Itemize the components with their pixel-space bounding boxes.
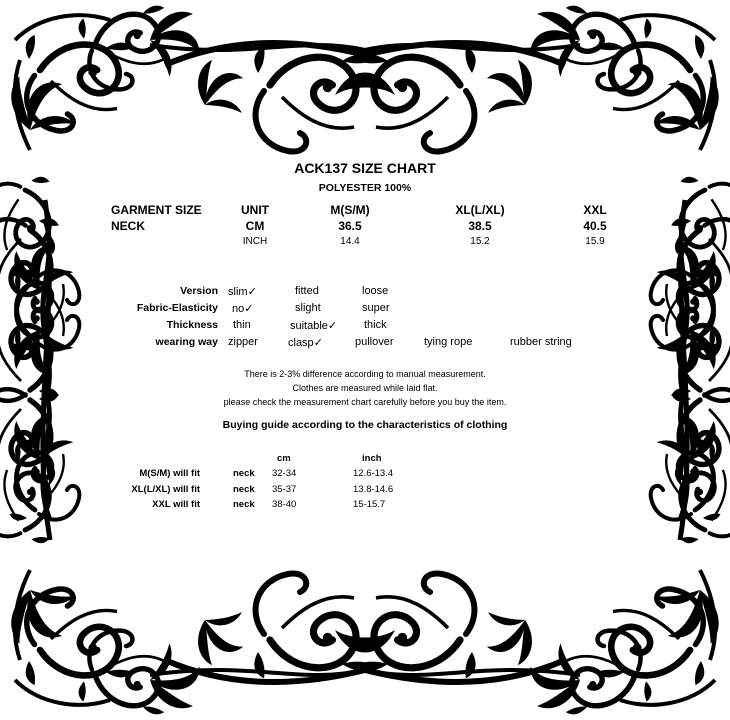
neck-inch-xxl: 15.9: [585, 236, 605, 247]
header-unit: UNIT: [241, 203, 269, 217]
row-neck-unit-inch: INCH: [242, 236, 268, 247]
check-mark-icon: ✓: [327, 320, 338, 332]
header-garment-size: GARMENT SIZE: [111, 203, 202, 217]
check-mark-icon: ✓: [247, 286, 257, 298]
option-fitted: fitted: [295, 285, 319, 297]
option-slight: slight: [295, 302, 321, 314]
neck-inch-m: 14.4: [340, 236, 360, 247]
header-size-m: M(S/M): [330, 203, 370, 217]
buying-guide-title: Buying guide according to the characteristics of clothing: [222, 419, 508, 431]
option-zipper: zipper: [228, 336, 258, 348]
guide-part-xl: neck: [233, 484, 255, 495]
option-tying-rope: tying rope: [424, 336, 473, 348]
option-clasp: clasp✓: [288, 337, 323, 349]
material-label: POLYESTER 100%: [318, 182, 412, 194]
guide-cm-xxl: 38-40: [272, 499, 297, 510]
neck-cm-xl: 38.5: [468, 219, 492, 233]
guide-size-xl: XL(L/XL) will fit: [131, 484, 200, 495]
check-mark-icon: ✓: [313, 337, 323, 349]
guide-size-m: M(S/M) will fit: [139, 468, 200, 479]
option-super: super: [362, 302, 390, 314]
row-neck-unit-cm: CM: [245, 219, 265, 233]
option-thin: thin: [233, 319, 251, 331]
guide-cm-xl: 35-37: [272, 484, 297, 495]
char-label-wearing-way: wearing way: [155, 336, 218, 348]
option-no: no✓: [232, 303, 254, 315]
header-size-xxl: XXL: [583, 203, 607, 217]
neck-inch-xl: 15.2: [470, 236, 490, 247]
guide-col-inch: inch: [362, 453, 382, 464]
guide-part-xxl: neck: [233, 499, 255, 510]
row-neck-label: NECK: [111, 219, 146, 233]
neck-cm-m: 36.5: [338, 219, 362, 233]
char-label-thickness: Thickness: [166, 319, 218, 331]
option-suitable: suitable✓: [290, 320, 338, 332]
char-label-version: Version: [180, 285, 218, 297]
option-rubber-string: rubber string: [510, 336, 572, 348]
check-mark-icon: ✓: [244, 303, 254, 315]
chart-title: ACK137 SIZE CHART: [294, 160, 436, 176]
note-line-2: Clothes are measured while laid flat.: [292, 383, 438, 393]
note-line-1: There is 2-3% difference according to manual measurement.: [244, 369, 486, 379]
guide-cm-m: 32-34: [272, 468, 297, 479]
char-label-elasticity: Fabric-Elasticity: [136, 302, 218, 314]
guide-part-m: neck: [233, 468, 255, 479]
guide-col-cm: cm: [277, 453, 291, 464]
option-loose: loose: [362, 285, 389, 297]
guide-inch-xl: 13.8-14.6: [353, 484, 394, 495]
note-line-3: please check the measurement chart carefully before you buy the item.: [223, 397, 507, 407]
header-size-xl: XL(L/XL): [455, 203, 505, 217]
guide-inch-m: 12.6-13.4: [353, 468, 394, 479]
option-slim: slim✓: [228, 286, 257, 298]
guide-inch-xxl: 15-15.7: [353, 499, 386, 510]
neck-cm-xxl: 40.5: [583, 219, 607, 233]
option-pullover: pullover: [355, 336, 394, 348]
option-thick: thick: [364, 319, 387, 331]
guide-size-xxl: XXL will fit: [152, 499, 200, 510]
